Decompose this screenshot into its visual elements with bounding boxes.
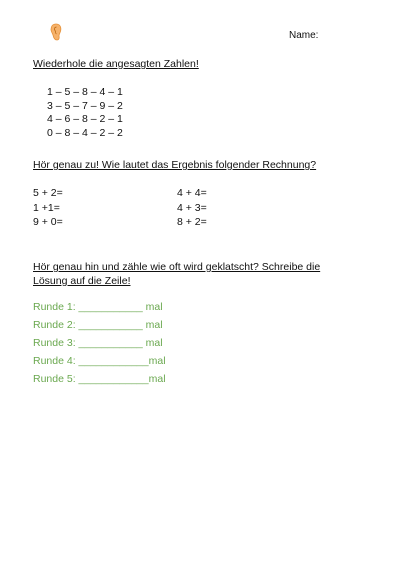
section-heading-repeat: Wiederhole die angesagten Zahlen! bbox=[33, 58, 199, 70]
calc-column-right bbox=[177, 186, 207, 230]
heading-line: Lösung auf die Zeile! bbox=[33, 275, 131, 287]
round-line: Runde 5: ____________mal bbox=[33, 373, 166, 385]
rounds-list bbox=[33, 301, 166, 391]
number-sequence: 4 – 6 – 8 – 2 – 1 bbox=[47, 113, 123, 125]
calc-item: 1 +1= bbox=[33, 201, 60, 214]
calc-column-left bbox=[33, 186, 63, 230]
round-line: Runde 2: ___________ mal bbox=[33, 319, 163, 331]
calc-item: 4 + 3= bbox=[177, 201, 207, 214]
section-heading-arithmetic: Hör genau zu! Wie lautet das Ergebnis folgender Rechnung? bbox=[33, 159, 317, 171]
calc-item: 5 + 2= bbox=[33, 187, 63, 199]
ear-icon bbox=[50, 23, 62, 41]
heading-line: Hör genau hin und zähle wie oft wird geklatscht? Schreibe die bbox=[33, 261, 321, 273]
round-line: Runde 1: ___________ mal bbox=[33, 301, 163, 313]
section-heading-clapping bbox=[33, 260, 353, 288]
number-sequence: 3 – 5 – 7 – 9 – 2 bbox=[47, 99, 123, 112]
round-line: Runde 4: ____________mal bbox=[33, 355, 166, 367]
number-sequence: 1 – 5 – 8 – 4 – 1 bbox=[47, 86, 123, 98]
calc-item: 8 + 2= bbox=[177, 216, 207, 228]
number-sequence: 0 – 8 – 4 – 2 – 2 bbox=[47, 126, 123, 139]
number-sequence-list bbox=[47, 86, 123, 140]
round-line: Runde 3: ___________ mal bbox=[33, 337, 163, 349]
calc-item: 9 + 0= bbox=[33, 216, 63, 228]
calc-item: 4 + 4= bbox=[177, 187, 207, 199]
name-label: Name: bbox=[289, 30, 319, 41]
